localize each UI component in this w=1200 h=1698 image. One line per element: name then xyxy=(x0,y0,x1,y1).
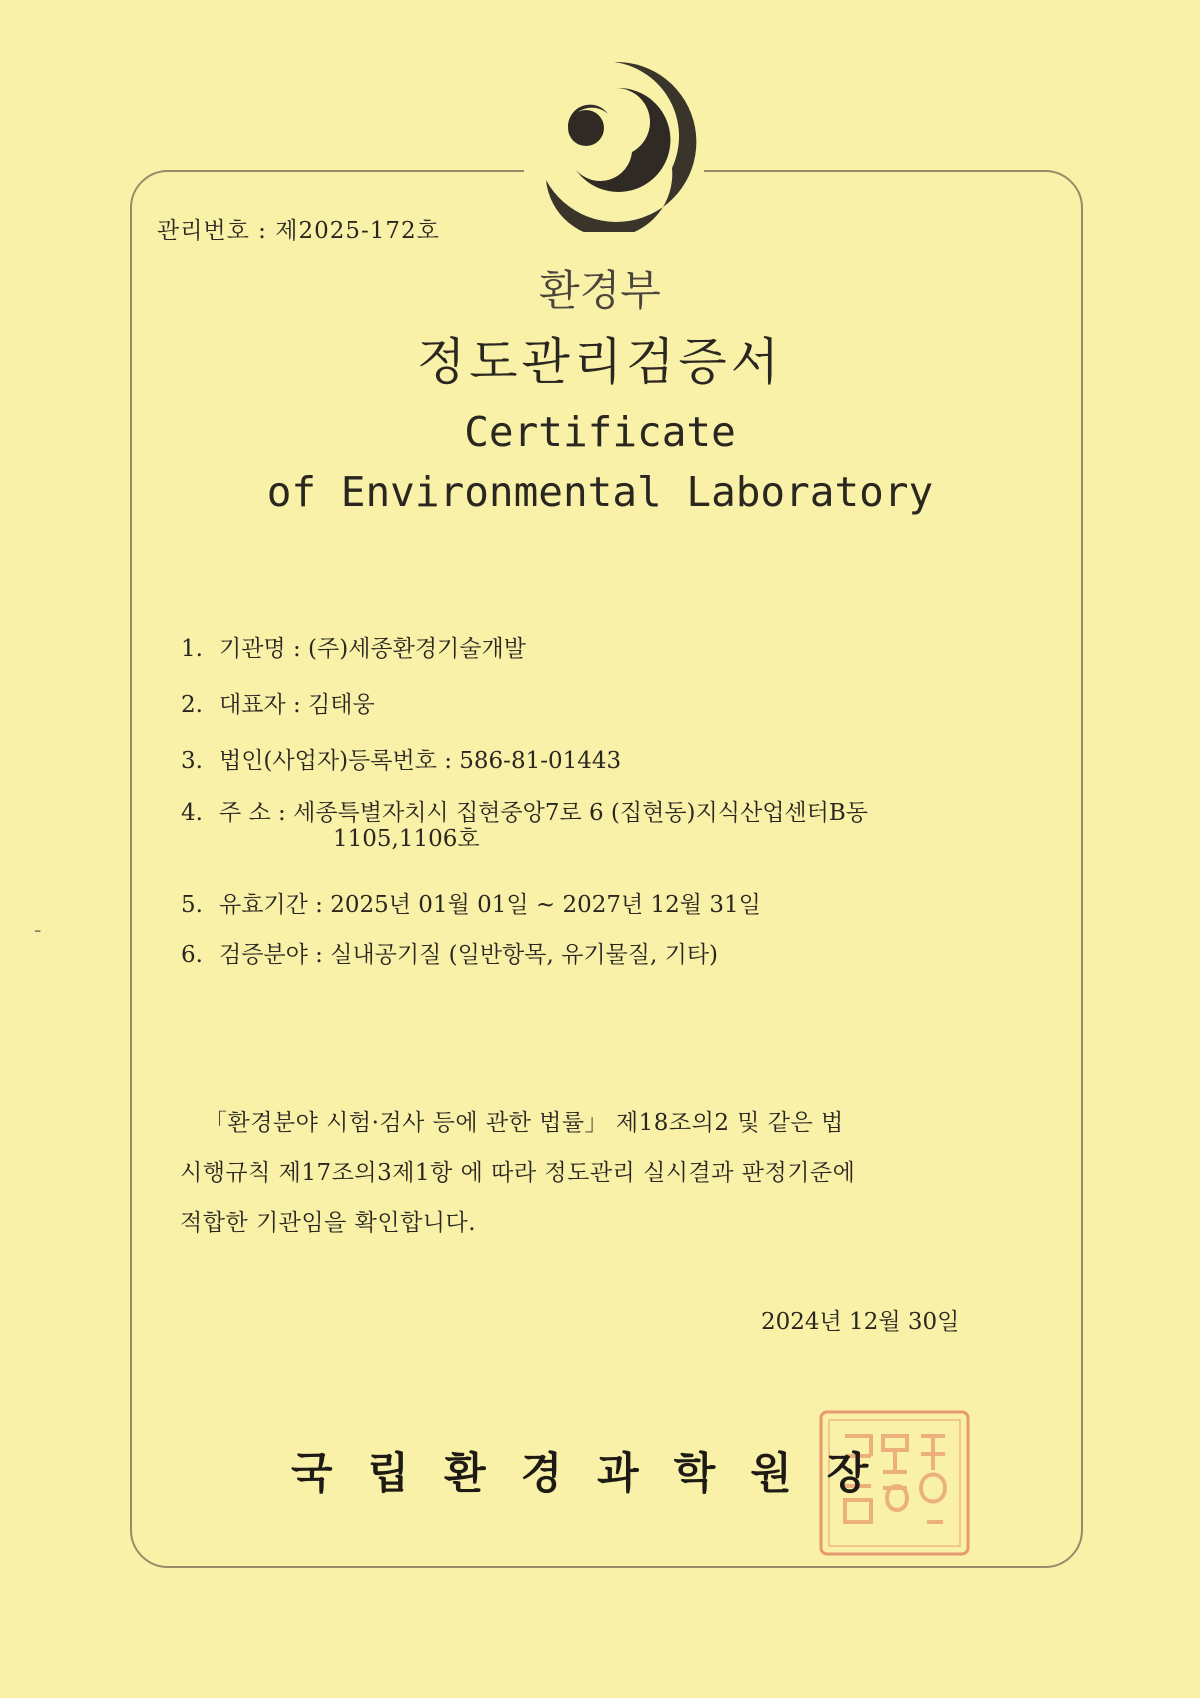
list-item xyxy=(181,686,375,719)
list-item xyxy=(181,742,621,775)
statement-line: 적합한 기관임을 확인합니다. xyxy=(180,1210,477,1236)
management-number: 관리번호 : 제2025-172호 xyxy=(157,218,440,244)
page-title: 정도관리검증서 xyxy=(416,333,784,391)
list-item xyxy=(181,936,718,969)
scan-artifact: - xyxy=(34,918,42,943)
item-text: 유효기간 : 2025년 01월 01일 ~ 2027년 12월 31일 xyxy=(219,892,761,918)
item-number: 4. xyxy=(181,800,203,826)
item-text: 검증분야 : 실내공기질 (일반항목, 유기물질, 기타) xyxy=(219,942,719,968)
item-number: 5. xyxy=(181,892,203,918)
item-text: 대표자 : 김태웅 xyxy=(219,692,375,718)
taegeuk-emblem-icon xyxy=(524,52,704,232)
item-text: 법인(사업자)등록번호 : 586-81-01443 xyxy=(219,748,622,774)
issue-date: 2024년 12월 30일 xyxy=(761,1309,960,1335)
title-en-line2: of Environmental Laboratory xyxy=(266,468,934,516)
list-item xyxy=(181,630,526,663)
confirmation-statement xyxy=(180,1098,980,1248)
statement-line: 「환경분야 시험·검사 등에 관한 법률」 제18조의2 및 같은 법 xyxy=(204,1110,844,1136)
statement-line: 시행규칙 제17조의3제1항 에 따라 정도관리 실시결과 판정기준에 xyxy=(180,1160,856,1186)
item-number: 2. xyxy=(181,692,203,718)
item-text: 기관명 : (주)세종환경기술개발 xyxy=(219,636,526,662)
address-continuation: 1105,1106호 xyxy=(333,826,480,852)
issuer-name: 국립환경과학원장 xyxy=(291,1449,904,1499)
list-item xyxy=(181,886,761,919)
item-number: 3. xyxy=(181,748,203,774)
item-text: 주 소 : 세종특별자치시 집현중앙7로 6 (집현동)지식산업센터B동 xyxy=(219,800,868,826)
list-item xyxy=(181,794,868,852)
title-en-line1: Certificate xyxy=(464,408,736,456)
ministry-name: 환경부 xyxy=(539,266,661,315)
item-number: 1. xyxy=(181,636,203,662)
item-number: 6. xyxy=(181,942,203,968)
